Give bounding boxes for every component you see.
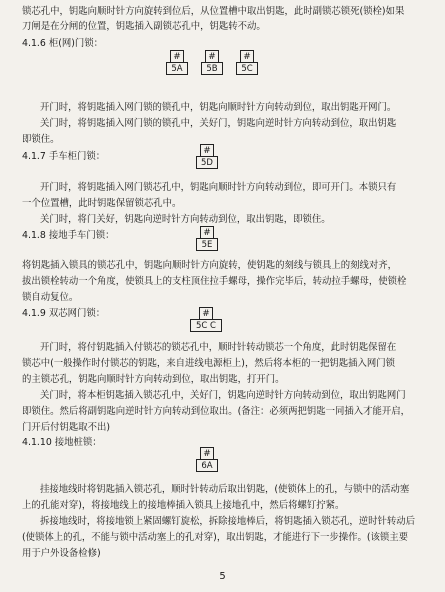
lock-icon-row [196,447,218,472]
lock-icon-row [166,50,258,75]
paragraph-line: 即锁住。然后将副钥匙向逆时针方向转动到位取出。(备注：必须两把钥匙一同插入才能开启， [22,406,411,417]
lock-5a-icon: # 5A [166,50,188,75]
paragraph-line: 开门时，将钥匙插入网门锁的锁孔中，钥匙向顺时针方向转动到位，取出钥匙开网门。 [40,102,397,113]
paragraph-line: 上的孔能对穿)，将接地线上的接地棒插入锁具上接地孔中，然后将螺钉拧紧。 [22,500,345,511]
paragraph-line: 一个位置槽，此时钥匙保留锁芯孔中。 [22,198,182,209]
lock-icon-row [196,226,218,251]
paragraph-line: 开门时，将付钥匙插入付锁芯的锁芯孔中，顺时针转动锁芯一个角度，此时钥匙保留在 [40,342,397,353]
paragraph-line: 关门时，将钥匙插入网门锁的锁孔中，关好门，钥匙向逆时针方向转动到位，取出钥匙 [40,118,397,129]
paragraph-line: 关门时，将门关好，钥匙向逆时针方向转动到位，取出钥匙，即锁住。 [40,214,331,225]
paragraph-line: (使锁体上的孔，不能与锁中活动塞上的孔对穿)，取出钥匙，才能进行下一步操作。(该锁主要 [22,532,408,543]
page-number: 5 [219,571,226,582]
paragraph-line: 拆接地线时，将接地锁上紧固螺钉旋松，拆除接地棒后，将钥匙插入锁芯孔，逆时针转动后 [40,516,416,527]
lock-icon-row [196,144,218,169]
paragraph-line: 即锁住。 [22,134,60,145]
lock-5c-c-icon: # 5C C [190,307,222,332]
intro-line: 锁芯孔中，钥匙向顺时针方向旋转到位后，从位置槽中取出钥匙，此时副锁芯锁死(锁栓)如果 [22,6,405,17]
lock-5b-icon: # 5B [201,50,223,75]
section-heading-4-1-10: 4.1.10 接地桩锁： [22,437,102,448]
paragraph-line: 开门时，将钥匙插入网门锁芯孔中，钥匙向顺时针方向转动到位，即可开门。本锁只有 [40,182,397,193]
paragraph-line: 将钥匙插入锁具的锁芯孔中，钥匙向顺时针方向旋转，使钥匙的刻线与锁具上的刻线对齐， [22,260,398,271]
section-heading-4-1-6: 4.1.6 柜(网)门锁： [22,38,104,49]
section-heading-4-1-7: 4.1.7 手车柜门锁： [22,151,106,162]
paragraph-line: 的主锁芯孔，钥匙向顺时针方向转动到位，取出钥匙，打开门。 [22,374,285,385]
lock-5e-icon: # 5E [196,226,218,251]
paragraph-line: 用于户外设备检修) [22,548,101,559]
paragraph-line: 门开后付钥匙取不出) [22,422,111,433]
paragraph-line: 锁自动复位。 [22,292,79,303]
paragraph-line: 锁芯中(一般操作时付锁芯的钥匙，来自进线电源柜上)，然后将本柜的一把钥匙插入网门锁 [22,358,395,369]
paragraph-line: 关门时，将本柜钥匙插入锁芯孔中，关好门，钥匙向逆时针方向转动到位，取出钥匙网门 [40,390,406,401]
lock-icon-row [190,307,222,332]
section-heading-4-1-8: 4.1.8 接地手车门锁： [22,230,115,241]
lock-5c-icon: # 5C [236,50,258,75]
paragraph-line: 挂接地线时将钥匙插入锁芯孔，顺时针转动后取出钥匙，(使锁体上的孔，与锁中的活动塞 [40,484,410,495]
lock-6a-icon: # 6A [196,447,218,472]
intro-line: 刀闸是在分闸的位置，钥匙插入副锁芯孔中，钥匙转不动。 [22,21,266,32]
lock-5d-icon: # 5D [196,144,218,169]
paragraph-line: 拔出锁栓转动一个角度，使锁具上的支柱顶住拉手螺母，操作完毕后，转动拉手螺母，使锁栓 [22,276,407,287]
section-heading-4-1-9: 4.1.9 双芯网门锁： [22,308,106,319]
